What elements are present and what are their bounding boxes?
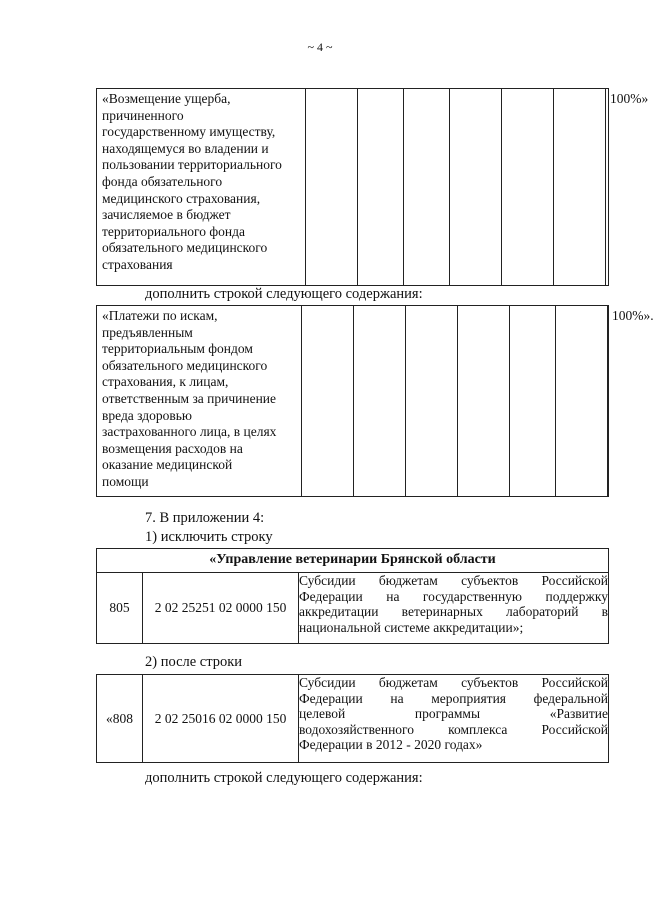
empty-cell — [556, 306, 608, 497]
budget-code: 2 02 25251 02 0000 150 — [143, 573, 299, 644]
revenue-description-cell — [97, 306, 302, 497]
subsidy-line: Федерации на мероприятия федеральной — [299, 690, 608, 706]
percent-value: 100%». — [612, 308, 654, 323]
admin-code: 805 — [97, 573, 143, 644]
percent-value: 100%» — [610, 91, 649, 106]
subsidy-line: целевой программы «Развитие — [299, 706, 608, 722]
paragraph-exclude-row: 1) исключить строку — [145, 529, 273, 545]
empty-cell — [406, 306, 458, 497]
empty-cell — [458, 306, 510, 497]
revenue-description-cell — [97, 89, 306, 286]
page-number: ~ 4 ~ — [307, 40, 333, 54]
empty-cell — [404, 89, 450, 286]
subsidy-line: Федерации на государственную поддержку — [299, 588, 608, 604]
revenue-description: «Платежи по искам, предъявленным территориальным фондом обязательного медицинского страхования, к лицам, ответственным за причинение вреда здоровью застрахованного лица, в целях возмещения расходов на оказание медицинской помощи — [102, 308, 277, 489]
empty-cell — [354, 306, 406, 497]
paragraph-add-row-2: дополнить строкой следующего содержания: — [145, 770, 423, 786]
empty-cell — [358, 89, 404, 286]
paragraph-after-row: 2) после строки — [145, 654, 243, 670]
empty-cell — [306, 89, 358, 286]
appendix-table-exclude — [96, 548, 609, 644]
department-header: «Управление ветеринарии Брянской области — [97, 549, 609, 573]
budget-code: 2 02 25016 02 0000 150 — [143, 675, 299, 763]
empty-cell — [302, 306, 354, 497]
subsidy-line: национальной системе аккредитации»; — [299, 619, 524, 635]
paragraph-section-7: 7. В приложении 4: — [145, 510, 265, 526]
revenue-table-2 — [96, 305, 654, 497]
empty-cell — [510, 306, 556, 497]
subsidy-line: Субсидии бюджетам субъектов Российской — [299, 573, 608, 588]
percent-cell — [608, 306, 654, 497]
appendix-table-after — [96, 674, 609, 763]
subsidy-line: Субсидии бюджетам субъектов Российской — [299, 675, 608, 690]
admin-code: «808 — [97, 675, 143, 763]
empty-cell — [450, 89, 502, 286]
paragraph-add-row-1: дополнить строкой следующего содержания: — [145, 286, 423, 302]
subsidy-description — [299, 675, 609, 763]
subsidy-line: водохозяйственного комплекса Российской — [299, 721, 608, 737]
subsidy-description — [299, 573, 609, 644]
revenue-table-1 — [96, 88, 649, 286]
subsidy-line: аккредитации ветеринарных лабораторий в — [299, 604, 608, 620]
subsidy-line: Федерации в 2012 - 2020 годах» — [299, 737, 483, 753]
percent-cell — [606, 89, 649, 286]
empty-cell — [554, 89, 606, 286]
revenue-description: «Возмещение ущерба, причиненного государственному имуществу, находящемуся во владении и пользовании территориального фонда обязательного медицинского страхования, зачисляемое в бюджет территориального фонда обязательного медицинского страхования — [102, 91, 282, 272]
empty-cell — [502, 89, 554, 286]
